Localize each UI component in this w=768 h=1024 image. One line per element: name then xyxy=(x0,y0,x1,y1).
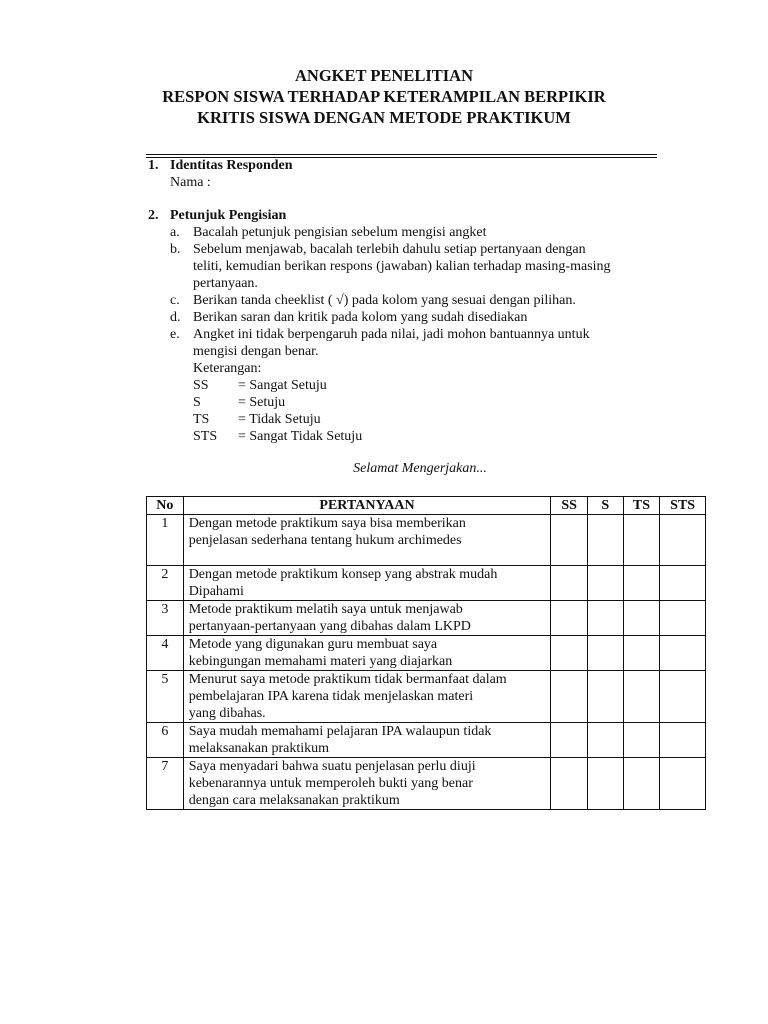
answer-sts-cell[interactable] xyxy=(660,758,706,810)
instruction-text: Angket ini tidak berpengaruh pada nilai, jadi mohon bantuannya untuk xyxy=(193,327,590,342)
section-2-number: 2. xyxy=(148,208,159,223)
answer-ts-cell[interactable] xyxy=(623,515,660,566)
instruction-letter: b. xyxy=(170,242,181,257)
question-line: Dengan metode praktikum saya bisa memberikan xyxy=(188,516,466,531)
answer-ts-cell[interactable] xyxy=(623,601,660,636)
respondent-name-field[interactable]: Nama : xyxy=(170,175,211,190)
answer-s-cell[interactable] xyxy=(588,758,624,810)
question-line: Dipahami xyxy=(188,584,244,599)
legend-abbr: S xyxy=(193,395,201,410)
legend-abbr: SS xyxy=(193,378,209,393)
answer-ss-cell[interactable] xyxy=(551,566,588,601)
question-cell xyxy=(183,566,551,601)
question-line: yang dibahas. xyxy=(188,706,266,721)
table-row xyxy=(147,566,706,601)
question-line: pembelajaran IPA karena tidak menjelaskan materi xyxy=(188,689,474,704)
answer-ss-cell[interactable] xyxy=(551,758,588,810)
section-1-number: 1. xyxy=(148,158,159,173)
question-cell xyxy=(183,723,551,758)
instruction-letter: c. xyxy=(170,293,180,308)
question-line: kebenarannya untuk memperoleh bukti yang benar xyxy=(188,776,473,791)
table-row xyxy=(147,636,706,671)
answer-s-cell[interactable] xyxy=(588,636,624,671)
instruction-text: mengisi dengan benar. xyxy=(193,344,319,359)
greeting-text: Selamat Mengerjakan... xyxy=(353,461,487,476)
row-number: 3 xyxy=(147,601,184,636)
question-line: dengan cara melaksanakan praktikum xyxy=(188,793,400,808)
header-sts: STS xyxy=(660,497,706,515)
document-title: ANGKET PENELITIAN xyxy=(294,66,474,85)
answer-sts-cell[interactable] xyxy=(660,671,706,723)
legend-definition: = Sangat Tidak Setuju xyxy=(238,429,363,444)
row-number: 4 xyxy=(147,636,184,671)
answer-sts-cell[interactable] xyxy=(660,601,706,636)
header-divider-top xyxy=(146,154,657,155)
row-number: 5 xyxy=(147,671,184,723)
table-header-row xyxy=(147,497,706,515)
answer-ts-cell[interactable] xyxy=(623,566,660,601)
instruction-text: pertanyaan. xyxy=(193,276,258,291)
header-question: PERTANYAAN xyxy=(183,497,551,515)
answer-ss-cell[interactable] xyxy=(551,601,588,636)
answer-s-cell[interactable] xyxy=(588,723,624,758)
answer-ts-cell[interactable] xyxy=(623,636,660,671)
question-line: penjelasan sederhana tentang hukum archimedes xyxy=(188,533,462,548)
table-row xyxy=(147,758,706,810)
answer-sts-cell[interactable] xyxy=(660,515,706,566)
question-line: Dengan metode praktikum konsep yang abstrak mudah xyxy=(188,567,498,582)
header-ss: SS xyxy=(551,497,588,515)
answer-sts-cell[interactable] xyxy=(660,566,706,601)
question-line: kebingungan memahami materi yang diajarkan xyxy=(188,654,453,669)
question-cell xyxy=(183,515,551,566)
question-line: Menurut saya metode praktikum tidak bermanfaat dalam xyxy=(188,672,507,687)
instruction-text: Bacalah petunjuk pengisian sebelum mengisi angket xyxy=(193,225,487,240)
header-s: S xyxy=(588,497,624,515)
answer-ts-cell[interactable] xyxy=(623,758,660,810)
document-subtitle-line-1: RESPON SISWA TERHADAP KETERAMPILAN BERPIKIR xyxy=(162,87,606,106)
answer-ss-cell[interactable] xyxy=(551,515,588,566)
instruction-text: Sebelum menjawab, bacalah terlebih dahulu setiap pertanyaan dengan xyxy=(193,242,586,257)
instruction-letter: d. xyxy=(170,310,181,325)
row-number: 6 xyxy=(147,723,184,758)
instruction-letter: e. xyxy=(170,327,180,342)
answer-sts-cell[interactable] xyxy=(660,723,706,758)
document-subtitle-line-2: KRITIS SISWA DENGAN METODE PRAKTIKUM xyxy=(197,108,571,127)
row-number: 2 xyxy=(147,566,184,601)
question-cell xyxy=(183,758,551,810)
section-1-heading: Identitas Responden xyxy=(170,158,293,173)
answer-ss-cell[interactable] xyxy=(551,723,588,758)
legend-definition: = Sangat Setuju xyxy=(238,378,327,393)
table-row xyxy=(147,515,706,566)
answer-s-cell[interactable] xyxy=(588,566,624,601)
question-line: Saya menyadari bahwa suatu penjelasan perlu diuji xyxy=(188,759,476,774)
keterangan-label: Keterangan: xyxy=(193,361,262,376)
table-row xyxy=(147,671,706,723)
header-no: No xyxy=(147,497,184,515)
header-ts: TS xyxy=(623,497,660,515)
answer-ss-cell[interactable] xyxy=(551,636,588,671)
answer-s-cell[interactable] xyxy=(588,601,624,636)
table-row xyxy=(147,723,706,758)
instruction-text: Berikan tanda cheeklist ( √) pada kolom yang sesuai dengan pilihan. xyxy=(193,293,576,308)
instruction-letter: a. xyxy=(170,225,180,240)
question-line: Metode yang digunakan guru membuat saya xyxy=(188,637,438,652)
questionnaire-table xyxy=(146,496,706,810)
row-number: 7 xyxy=(147,758,184,810)
answer-s-cell[interactable] xyxy=(588,671,624,723)
question-line: Metode praktikum melatih saya untuk menjawab xyxy=(188,602,463,617)
answer-ts-cell[interactable] xyxy=(623,723,660,758)
table-row xyxy=(147,601,706,636)
answer-s-cell[interactable] xyxy=(588,515,624,566)
question-cell xyxy=(183,671,551,723)
row-number: 1 xyxy=(147,515,184,566)
answer-ss-cell[interactable] xyxy=(551,671,588,723)
legend-abbr: STS xyxy=(193,429,218,444)
answer-ts-cell[interactable] xyxy=(623,671,660,723)
instruction-text: Berikan saran dan kritik pada kolom yang sudah disediakan xyxy=(193,310,528,325)
question-cell xyxy=(183,601,551,636)
question-line: melaksanakan praktikum xyxy=(188,741,330,756)
instruction-text: teliti, kemudian berikan respons (jawaban) kalian terhadap masing-masing xyxy=(193,259,611,274)
question-line: Saya mudah memahami pelajaran IPA walaupun tidak xyxy=(188,724,492,739)
section-2-heading: Petunjuk Pengisian xyxy=(170,208,287,223)
answer-sts-cell[interactable] xyxy=(660,636,706,671)
legend-definition: = Setuju xyxy=(238,395,286,410)
question-line: pertanyaan-pertanyaan yang dibahas dalam LKPD xyxy=(188,619,471,634)
legend-abbr: TS xyxy=(193,412,210,427)
question-cell xyxy=(183,636,551,671)
legend-definition: = Tidak Setuju xyxy=(238,412,321,427)
